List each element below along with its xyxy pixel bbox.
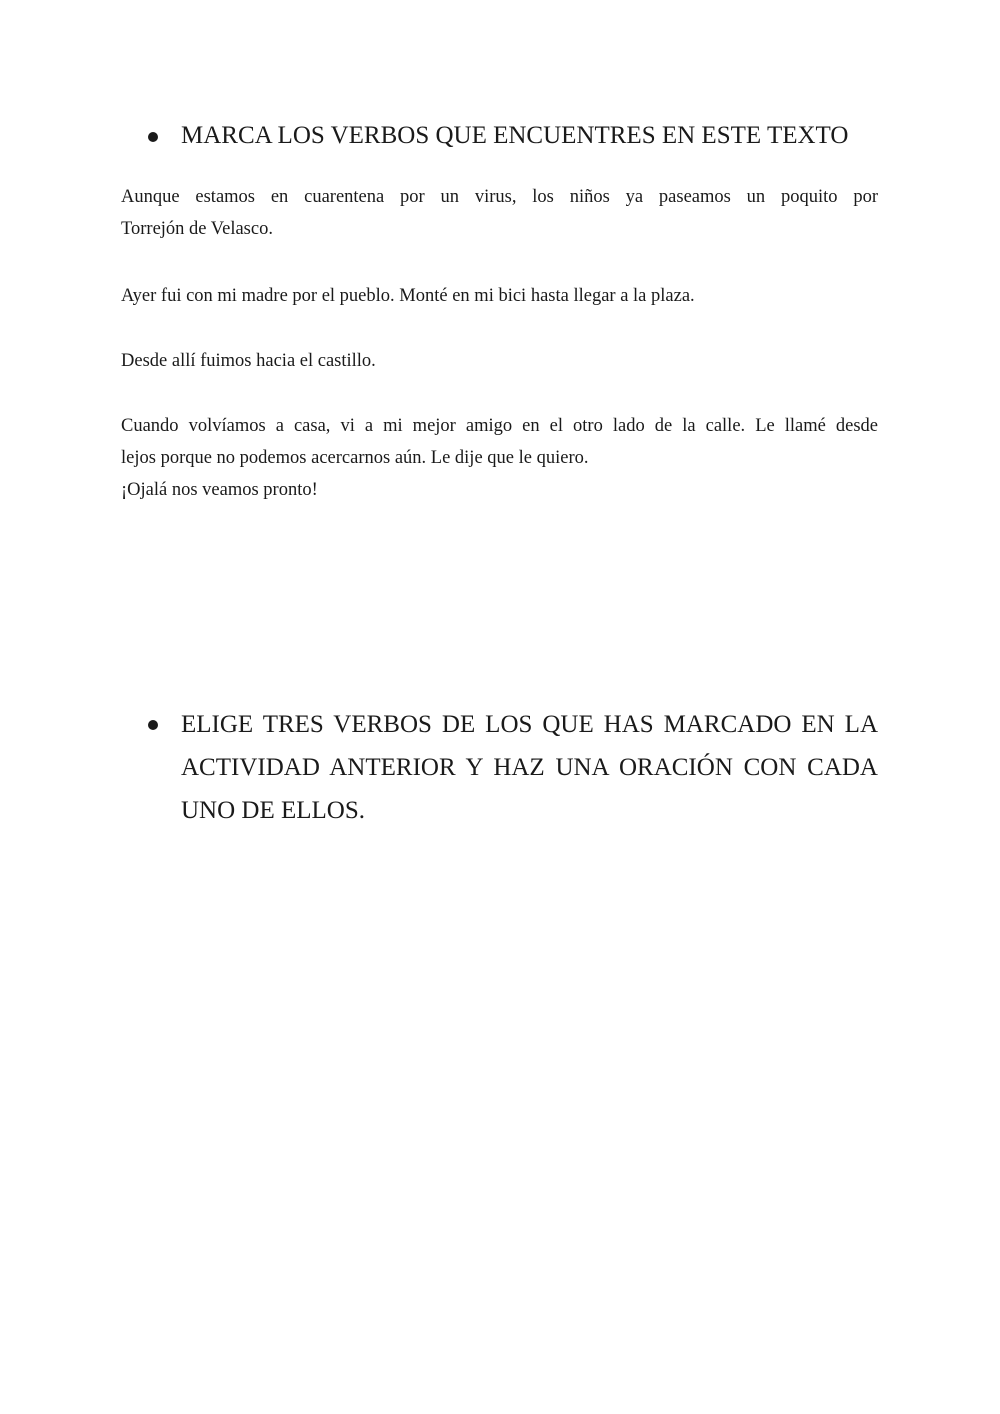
bullet-dot-icon bbox=[148, 132, 158, 142]
paragraph-3 bbox=[121, 345, 878, 377]
paragraph-4-line-1: Cuando volvíamos a casa, vi a mi mejor amigo en el otro lado de la calle. Le llamé desde bbox=[121, 416, 878, 436]
activity-1-heading-text: MARCA LOS VERBOS QUE ENCUENTRES EN ESTE TEXTO bbox=[181, 122, 849, 149]
paragraph-1-line-1: Aunque estamos en cuarentena por un virus, los niños ya paseamos un poquito por bbox=[121, 187, 878, 207]
paragraph-3-line-1: Desde allí fuimos hacia el castillo. bbox=[121, 351, 376, 371]
activity-2-heading-text: ELIGE TRES VERBOS DE LOS QUE HAS MARCADO EN LA ACTIVIDAD ANTERIOR Y HAZ UNA ORACIÓN CON CADA UNO DE ELLOS. bbox=[181, 711, 878, 824]
paragraph-1-line-2: Torrejón de Velasco. bbox=[121, 219, 273, 239]
bullet-dot-icon bbox=[148, 720, 158, 730]
activity-1-heading bbox=[148, 120, 878, 152]
paragraph-4-line-2: lejos porque no podemos acercarnos aún. Le dije que le quiero. bbox=[121, 448, 589, 468]
paragraph-4-line-3: ¡Ojalá nos veamos pronto! bbox=[121, 480, 318, 500]
paragraph-1 bbox=[121, 181, 878, 245]
activity-2-heading bbox=[148, 703, 878, 832]
paragraph-2-line-1: Ayer fui con mi madre por el pueblo. Monté en mi bici hasta llegar a la plaza. bbox=[121, 286, 695, 306]
paragraph-4 bbox=[121, 410, 878, 506]
paragraph-2 bbox=[121, 280, 878, 312]
